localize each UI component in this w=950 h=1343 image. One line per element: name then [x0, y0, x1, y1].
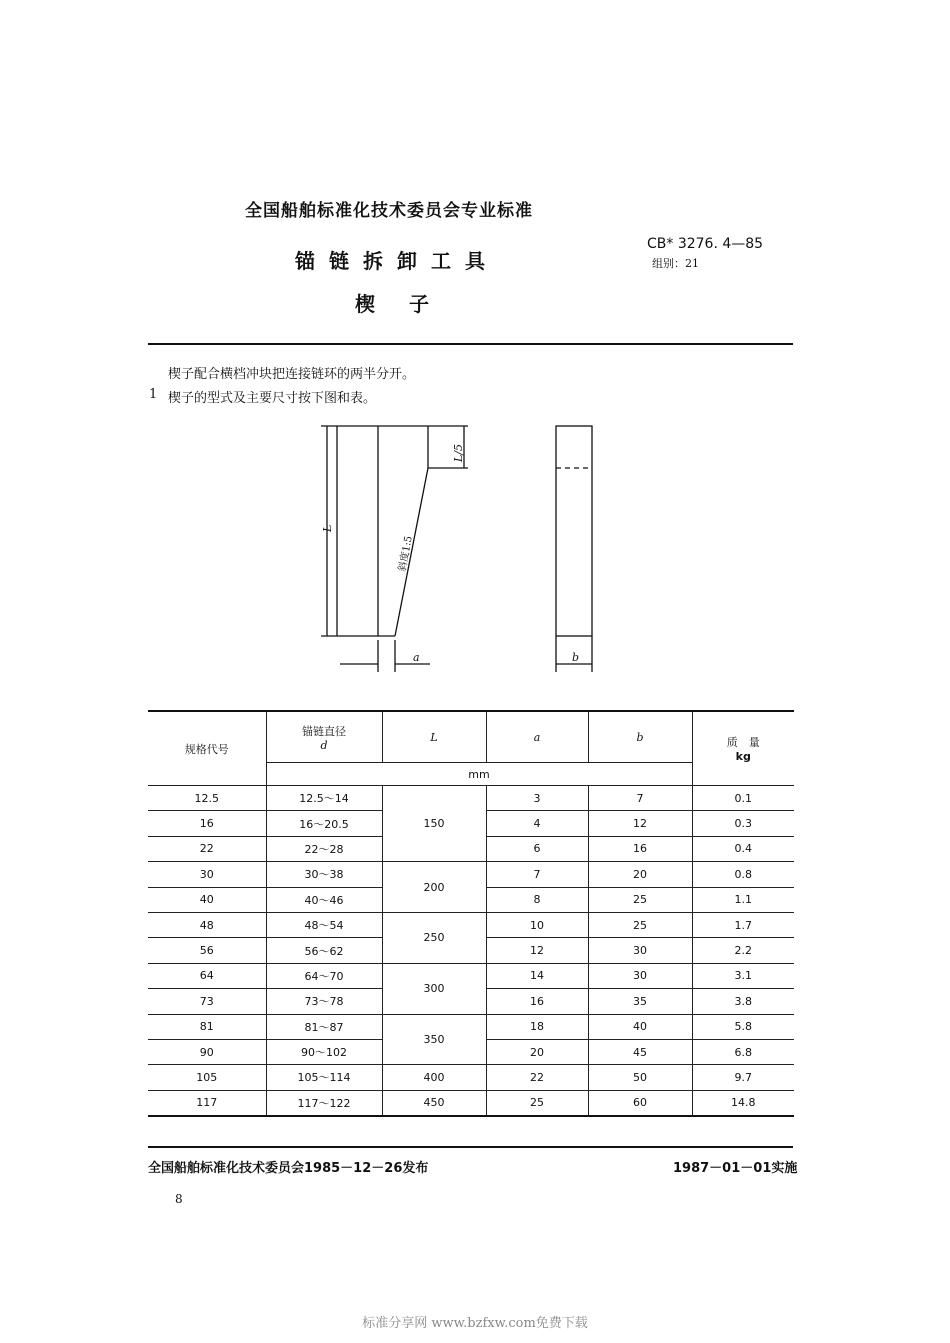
- l-group: 450: [382, 1090, 486, 1116]
- header-a: a: [486, 711, 588, 763]
- header-chain-dia: 锚链直径 d: [266, 711, 382, 763]
- table-row: 22 22～28 6 16 0.4: [148, 836, 794, 861]
- header-b: b: [588, 711, 692, 763]
- effective-date: 1987－01－01实施: [673, 1161, 798, 1176]
- table-row: 117 117～122 450 25 60 14.8: [148, 1090, 794, 1116]
- l-group: 400: [382, 1065, 486, 1090]
- table-row: 105 105～114 400 22 50 9.7: [148, 1065, 794, 1090]
- table-row: 56 56～62 12 30 2.2: [148, 938, 794, 963]
- table-row: 12.5 12.5～14 150 3 7 0.1: [148, 786, 794, 811]
- table-row: 64 64～70 300 14 30 3.1: [148, 963, 794, 988]
- table-row: 90 90～102 20 45 6.8: [148, 1039, 794, 1064]
- footer-divider: [148, 1146, 793, 1148]
- l-group: 150: [382, 786, 486, 862]
- header-l: L: [382, 711, 486, 763]
- table-row: 73 73～78 16 35 3.8: [148, 989, 794, 1014]
- label-slope: 斜度1:5: [397, 535, 415, 573]
- intro-paragraph: 楔子配合横档冲块把连接链环的两半分开。: [168, 367, 416, 382]
- table-row: 48 48～54 250 10 25 1.7: [148, 912, 794, 937]
- table-row: 40 40～46 8 25 1.1: [148, 887, 794, 912]
- issuing-organization-title: 全国船舶标准化技术委员会专业标准: [245, 201, 533, 221]
- l-group: 300: [382, 963, 486, 1014]
- section-number: 1: [149, 387, 158, 402]
- page-number: 8: [175, 1192, 183, 1206]
- issue-date: 全国船舶标准化技术委员会1985－12－26发布: [148, 1161, 429, 1176]
- section-text: 楔子的型式及主要尺寸按下图和表。: [168, 391, 377, 406]
- table-row: 81 81～87 350 18 40 5.8: [148, 1014, 794, 1039]
- table-row: 30 30～38 200 7 20 0.8: [148, 862, 794, 887]
- document-title: 锚链拆卸工具: [295, 249, 499, 273]
- l-group: 250: [382, 912, 486, 963]
- l-group: 350: [382, 1014, 486, 1065]
- table-row: 16 16～20.5 4 12 0.3: [148, 811, 794, 836]
- wedge-side-view: [556, 426, 592, 636]
- label-l5: L/5: [452, 443, 465, 462]
- document-subtitle: 楔子: [355, 292, 463, 316]
- dimension-table: [148, 710, 794, 1117]
- watermark: 标准分享网 www.bzfxw.com免费下载: [362, 1316, 588, 1331]
- header-mass: 质 量 kg: [692, 711, 794, 786]
- label-l: L: [321, 524, 334, 532]
- standard-group: 组别：21: [652, 257, 699, 270]
- label-b: b: [572, 651, 580, 664]
- header-unit-mm: mm: [266, 763, 692, 786]
- l-group: 200: [382, 862, 486, 913]
- standard-code: CB* 3276. 4—85: [647, 236, 764, 252]
- label-a: a: [413, 651, 420, 664]
- header-code: 规格代号: [148, 711, 266, 786]
